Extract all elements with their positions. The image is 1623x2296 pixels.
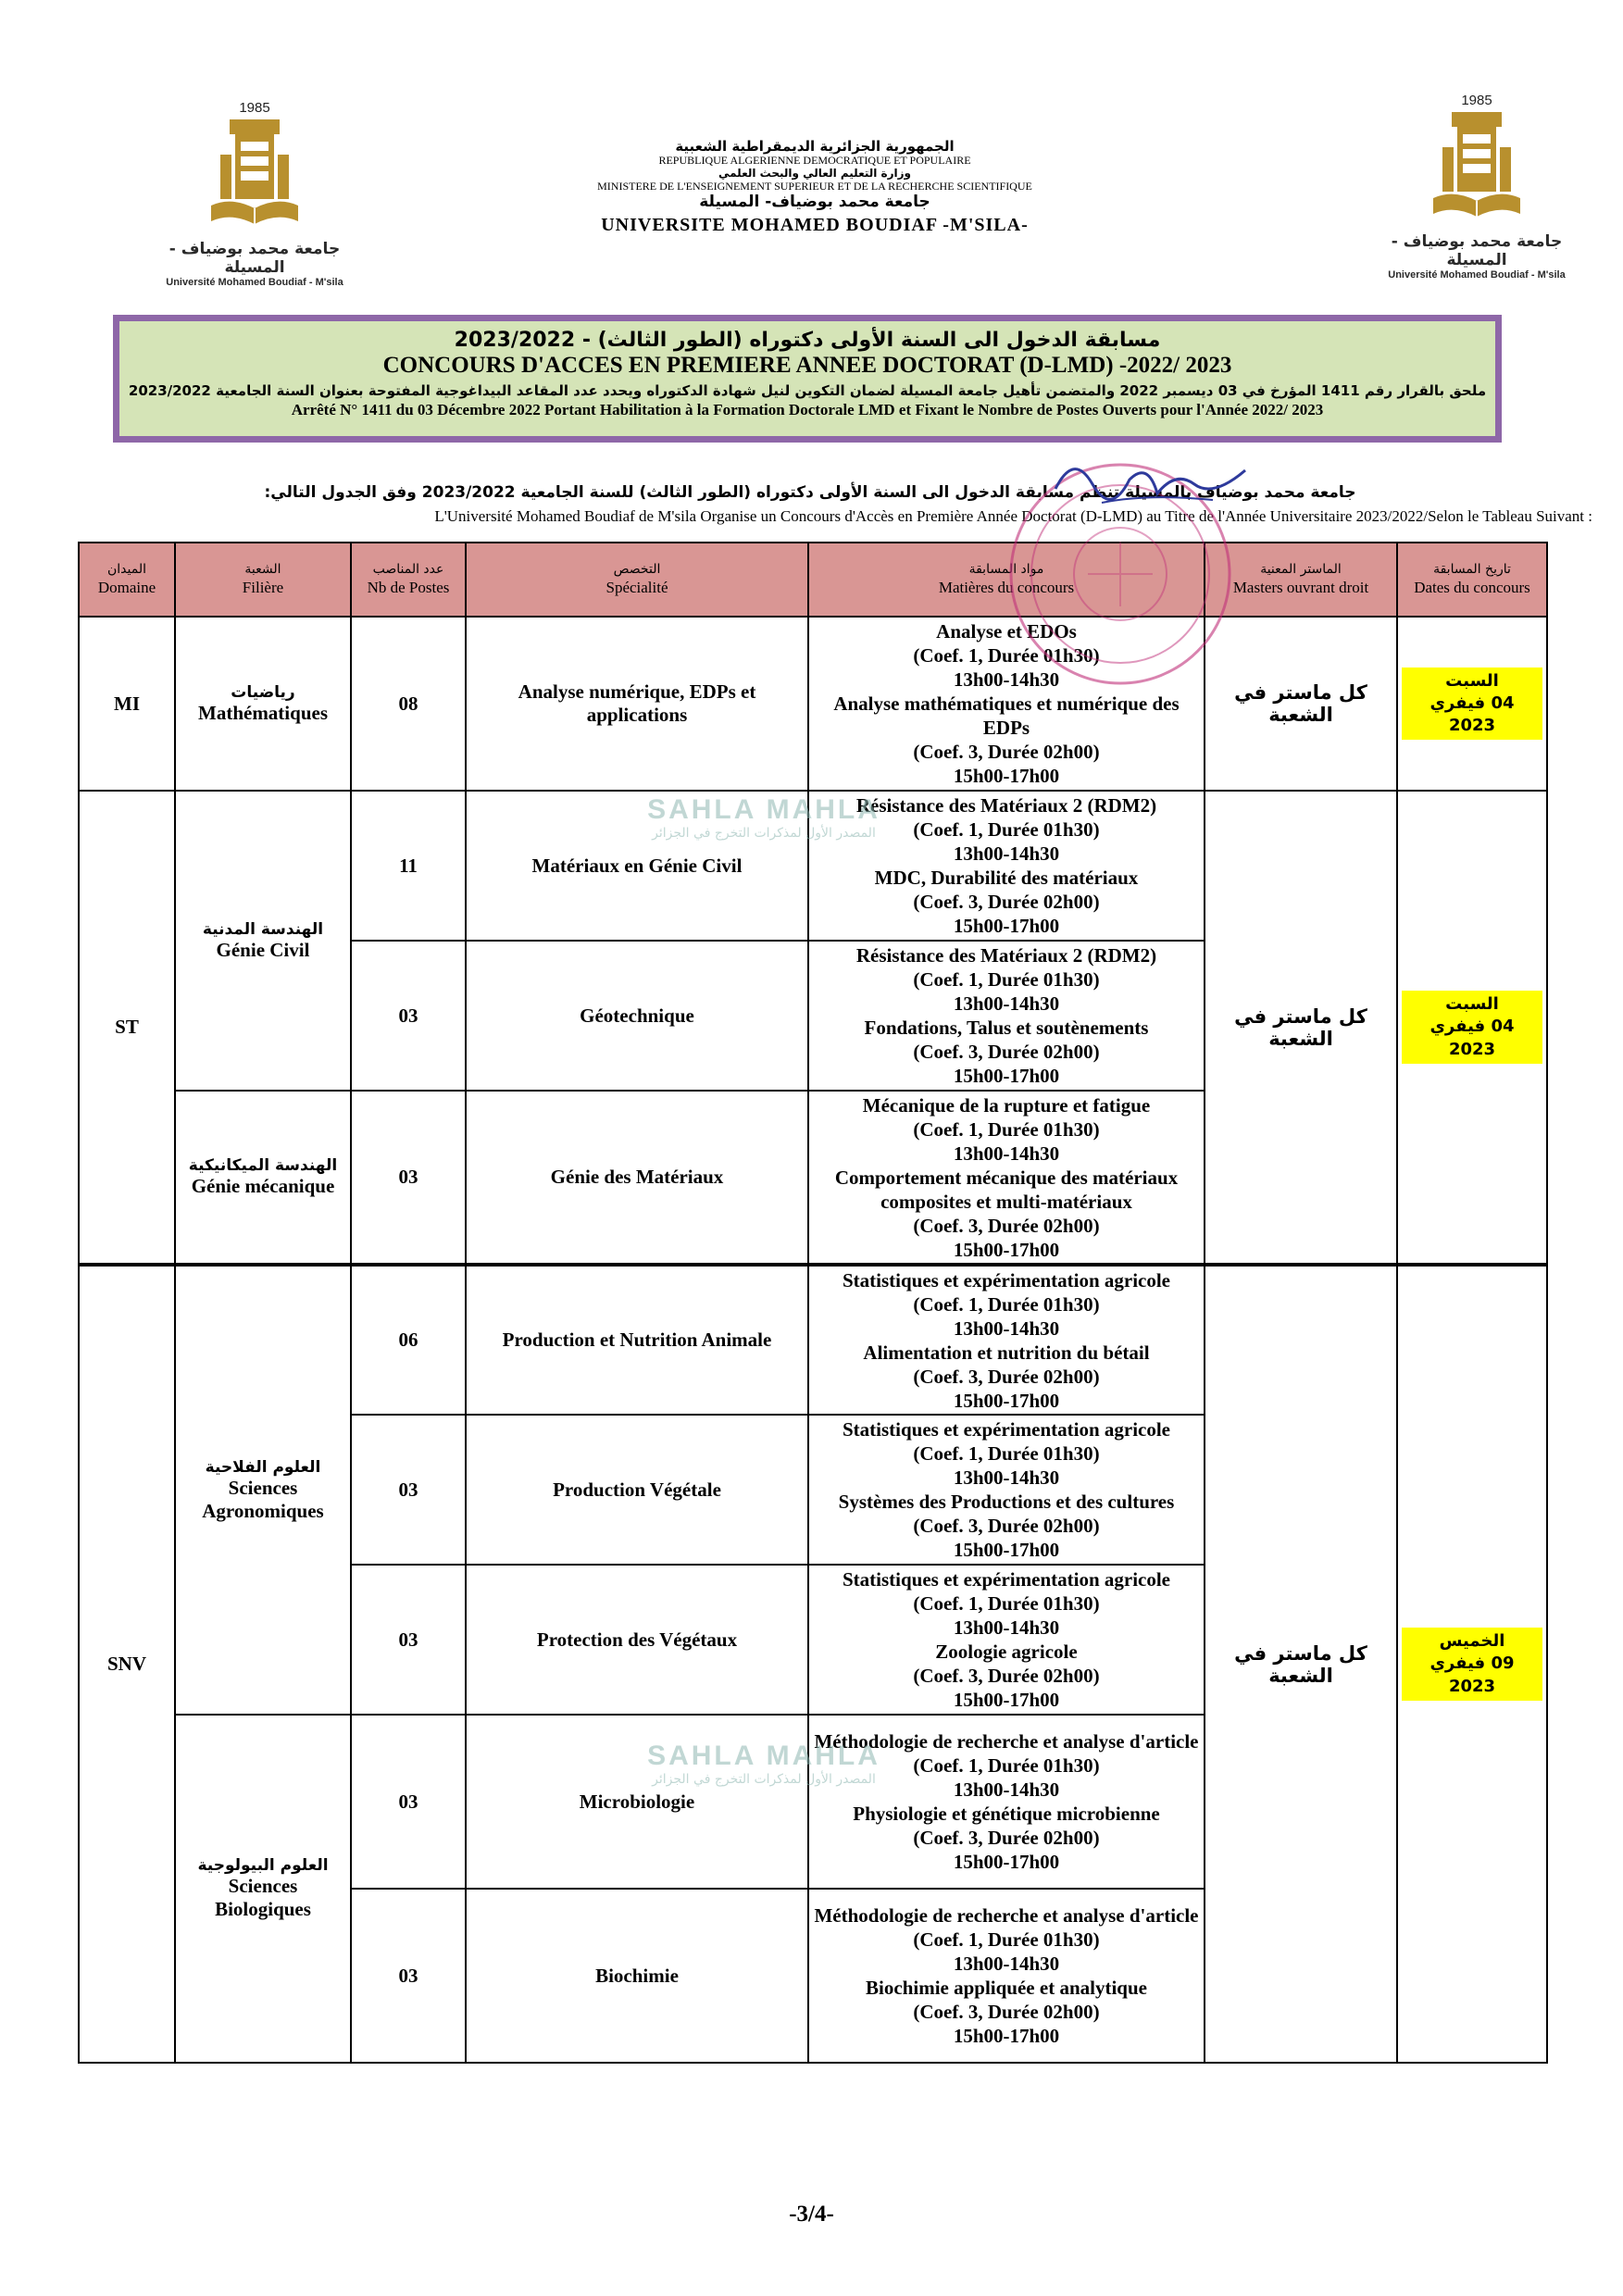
- filiere-cell: الهندسة الميكانيكية Génie mécanique: [175, 1091, 351, 1265]
- page-number: -3/4-: [789, 2202, 834, 2227]
- table-row: [79, 1265, 1547, 1415]
- masters-cell: كل ماستر في الشعبة: [1205, 791, 1397, 1265]
- ministry-fr: MINISTERE DE L'ENSEIGNEMENT SUPERIEUR ET DE LA RECHERCHE SCIENTIFIQUE: [597, 179, 1032, 193]
- header-nb: عدد المناصب Nb de Postes: [351, 543, 466, 617]
- university-logo-left: [162, 100, 347, 294]
- university-fr: UNIVERSITE MOHAMED BOUDIAF -M'SILA-: [601, 215, 1029, 236]
- banner-decree-fr: Arrêté N° 1411 du 03 Décembre 2022 Portant Habilitation à la Formation Doctorale LMD et Fixant le Nombre de Postes Ouverts pour l'Année 2022/ 2023: [291, 401, 1324, 418]
- nb-postes-cell: 08: [351, 617, 466, 791]
- nb-postes-cell: 03: [351, 1415, 466, 1565]
- university-logo-right: [1384, 93, 1569, 287]
- matieres-cell: Méthodologie de recherche et analyse d'article (Coef. 1, Durée 01h30) 13h00-14h30 Physiologie et génétique microbienne (Coef. 3, Durée 02h00) 15h00-17h00: [808, 1715, 1205, 1889]
- watermark: SAHLA MAHLA المصدر الأول لمذكرات التخرج في الجزائر: [647, 794, 880, 841]
- matieres-cell: Statistiques et expérimentation agricole (Coef. 1, Durée 01h30) 13h00-14h30 Alimentation et nutrition du bétail (Coef. 3, Durée 02h00) 15h00-17h00: [808, 1265, 1205, 1415]
- university-building-icon: [204, 118, 306, 238]
- table-row: [79, 617, 1547, 791]
- logo-name-fr: Université Mohamed Boudiaf - M'sila: [166, 277, 343, 288]
- matieres-cell: Statistiques et expérimentation agricole (Coef. 1, Durée 01h30) 13h00-14h30 Zoologie agricole (Coef. 3, Durée 02h00) 15h00-17h00: [808, 1565, 1205, 1715]
- university-building-icon: [1426, 110, 1528, 231]
- date-highlight: السبت 04 فيفري 2023: [1402, 991, 1542, 1064]
- header-dates: تاريخ المسابقة Dates du concours: [1397, 543, 1547, 617]
- header-domaine: الميدان Domaine: [79, 543, 175, 617]
- domain-cell: MI: [79, 617, 175, 791]
- banner-title-ar: مسابقة الدخول الى السنة الأولى دكتوراه (الطور الثالث) - 2023/2022: [454, 329, 1161, 352]
- specialite-cell: Analyse numérique, EDPs et applications: [466, 617, 808, 791]
- matieres-cell: Analyse et EDOs (Coef. 1, Durée 01h30) 13h00-14h30 Analyse mathématiques et numérique des EDPs (Coef. 3, Durée 02h00) 15h00-17h00: [808, 617, 1205, 791]
- logo-name-fr: Université Mohamed Boudiaf - M'sila: [1388, 269, 1566, 281]
- date-cell: [1397, 791, 1547, 1265]
- university-ar: جامعة محمد بوضياف- المسيلة: [699, 192, 930, 211]
- table-header-row: [79, 543, 1547, 617]
- specialite-cell: Protection des Végétaux: [466, 1565, 808, 1715]
- matieres-cell: Mécanique de la rupture et fatigue (Coef. 1, Durée 01h30) 13h00-14h30 Comportement mécanique des matériaux composites et multi-matériaux (Coef. 3, Durée 02h00) 15h00-17h00: [808, 1091, 1205, 1265]
- specialite-cell: Production et Nutrition Animale: [466, 1265, 808, 1415]
- logo-name-ar: جامعة محمد بوضياف - المسيلة: [1391, 232, 1563, 269]
- header-filiere: الشعبة Filière: [175, 543, 351, 617]
- intro-ar: جامعة محمد بوضياف بالمسيلة تنظم مسابقة الدخول الى السنة الأولى دكتوراه (الطور الثالث) للسنة الجامعية 2023/2022 وفق الجدول التالي:: [264, 483, 1356, 502]
- filiere-cell: رياضيات Mathématiques: [175, 617, 351, 791]
- matieres-cell: Résistance des Matériaux 2 (RDM2) (Coef. 1, Durée 01h30) 13h00-14h30 MDC, Durabilité des matériaux (Coef. 3, Durée 02h00) 15h00-17h00: [808, 791, 1205, 941]
- specialite-cell: Génie des Matériaux: [466, 1091, 808, 1265]
- header-masters: الماستر المعنية Masters ouvrant droit: [1205, 543, 1397, 617]
- nb-postes-cell: 03: [351, 941, 466, 1091]
- date-cell: [1397, 1265, 1547, 2063]
- logo-name-ar: جامعة محمد بوضياف - المسيلة: [169, 240, 341, 277]
- header-matieres: مواد المسابقة Matières du concours: [808, 543, 1205, 617]
- specialite-cell: Microbiologie: [466, 1715, 808, 1889]
- specialite-cell: Matériaux en Génie Civil: [466, 791, 808, 941]
- nb-postes-cell: 03: [351, 1091, 466, 1265]
- domain-cell: ST: [79, 791, 175, 1265]
- filiere-cell: العلوم الفلاحية Sciences Agronomiques: [175, 1265, 351, 1715]
- signature-icon: [1046, 443, 1259, 517]
- header-specialite: التخصص Spécialité: [466, 543, 808, 617]
- specialite-cell: Biochimie: [466, 1889, 808, 2063]
- domain-cell: SNV: [79, 1265, 175, 2063]
- matieres-cell: Statistiques et expérimentation agricole (Coef. 1, Durée 01h30) 13h00-14h30 Systèmes des Productions et des cultures (Coef. 3, Durée 02h00) 15h00-17h00: [808, 1415, 1205, 1565]
- intro-fr: L'Université Mohamed Boudiaf de M'sila Organise un Concours d'Accès en Première Année Doctorat (D-LMD) au Titre de l'Année Universitaire 2023/2022/Selon le Tableau Suivant :: [434, 507, 1592, 525]
- republic-ar: الجمهورية الجزائرية الديمقراطية الشعبية: [675, 138, 955, 155]
- ministry-ar: وزارة التعليم العالي والبحث العلمي: [718, 167, 912, 181]
- nb-postes-cell: 11: [351, 791, 466, 941]
- masters-cell: كل ماستر في الشعبة: [1205, 617, 1397, 791]
- nb-postes-cell: 03: [351, 1565, 466, 1715]
- nb-postes-cell: 03: [351, 1715, 466, 1889]
- logo-year: 1985: [1461, 93, 1492, 108]
- date-cell: [1397, 617, 1547, 791]
- banner-title-fr: CONCOURS D'ACCES EN PREMIERE ANNEE DOCTORAT (D-LMD) -2022/ 2023: [382, 353, 1232, 378]
- specialite-cell: Géotechnique: [466, 941, 808, 1091]
- nb-postes-cell: 06: [351, 1265, 466, 1415]
- document-header: [407, 139, 1222, 236]
- date-highlight: السبت 04 فيفري 2023: [1402, 668, 1542, 741]
- filiere-cell: الهندسة المدنية Génie Civil: [175, 791, 351, 1091]
- republic-fr: REPUBLIQUE ALGERIENNE DEMOCRATIQUE ET POPULAIRE: [658, 154, 971, 168]
- banner-decree-ar: ملحق بالقرار رقم 1411 المؤرخ في 03 ديسمبر 2022 والمتضمن تأهيل جامعة المسيلة لضمان التكوين لنيل شهادة الدكتوراه ويحدد عدد المقاعد البيداغوجية المفتوحة بعنوان السنة الجامعية 2023/2022: [128, 382, 1487, 399]
- title-banner: [113, 315, 1502, 443]
- nb-postes-cell: 03: [351, 1889, 466, 2063]
- matieres-cell: Méthodologie de recherche et analyse d'article (Coef. 1, Durée 01h30) 13h00-14h30 Biochimie appliquée et analytique (Coef. 3, Durée 02h00) 15h00-17h00: [808, 1889, 1205, 2063]
- matieres-cell: Résistance des Matériaux 2 (RDM2) (Coef. 1, Durée 01h30) 13h00-14h30 Fondations, Talus et soutènements (Coef. 3, Durée 02h00) 15h00-17h00: [808, 941, 1205, 1091]
- watermark: SAHLA MAHLA المصدر الأول لمذكرات التخرج في الجزائر: [647, 1741, 880, 1787]
- masters-cell: كل ماستر في الشعبة: [1205, 1265, 1397, 2063]
- filiere-cell: العلوم البيولوجية Sciences Biologiques: [175, 1715, 351, 2063]
- logo-year: 1985: [239, 100, 270, 116]
- specialite-cell: Production Végétale: [466, 1415, 808, 1565]
- concours-table: [78, 542, 1548, 2064]
- date-highlight: الخميس 09 فيفري 2023: [1402, 1628, 1542, 1701]
